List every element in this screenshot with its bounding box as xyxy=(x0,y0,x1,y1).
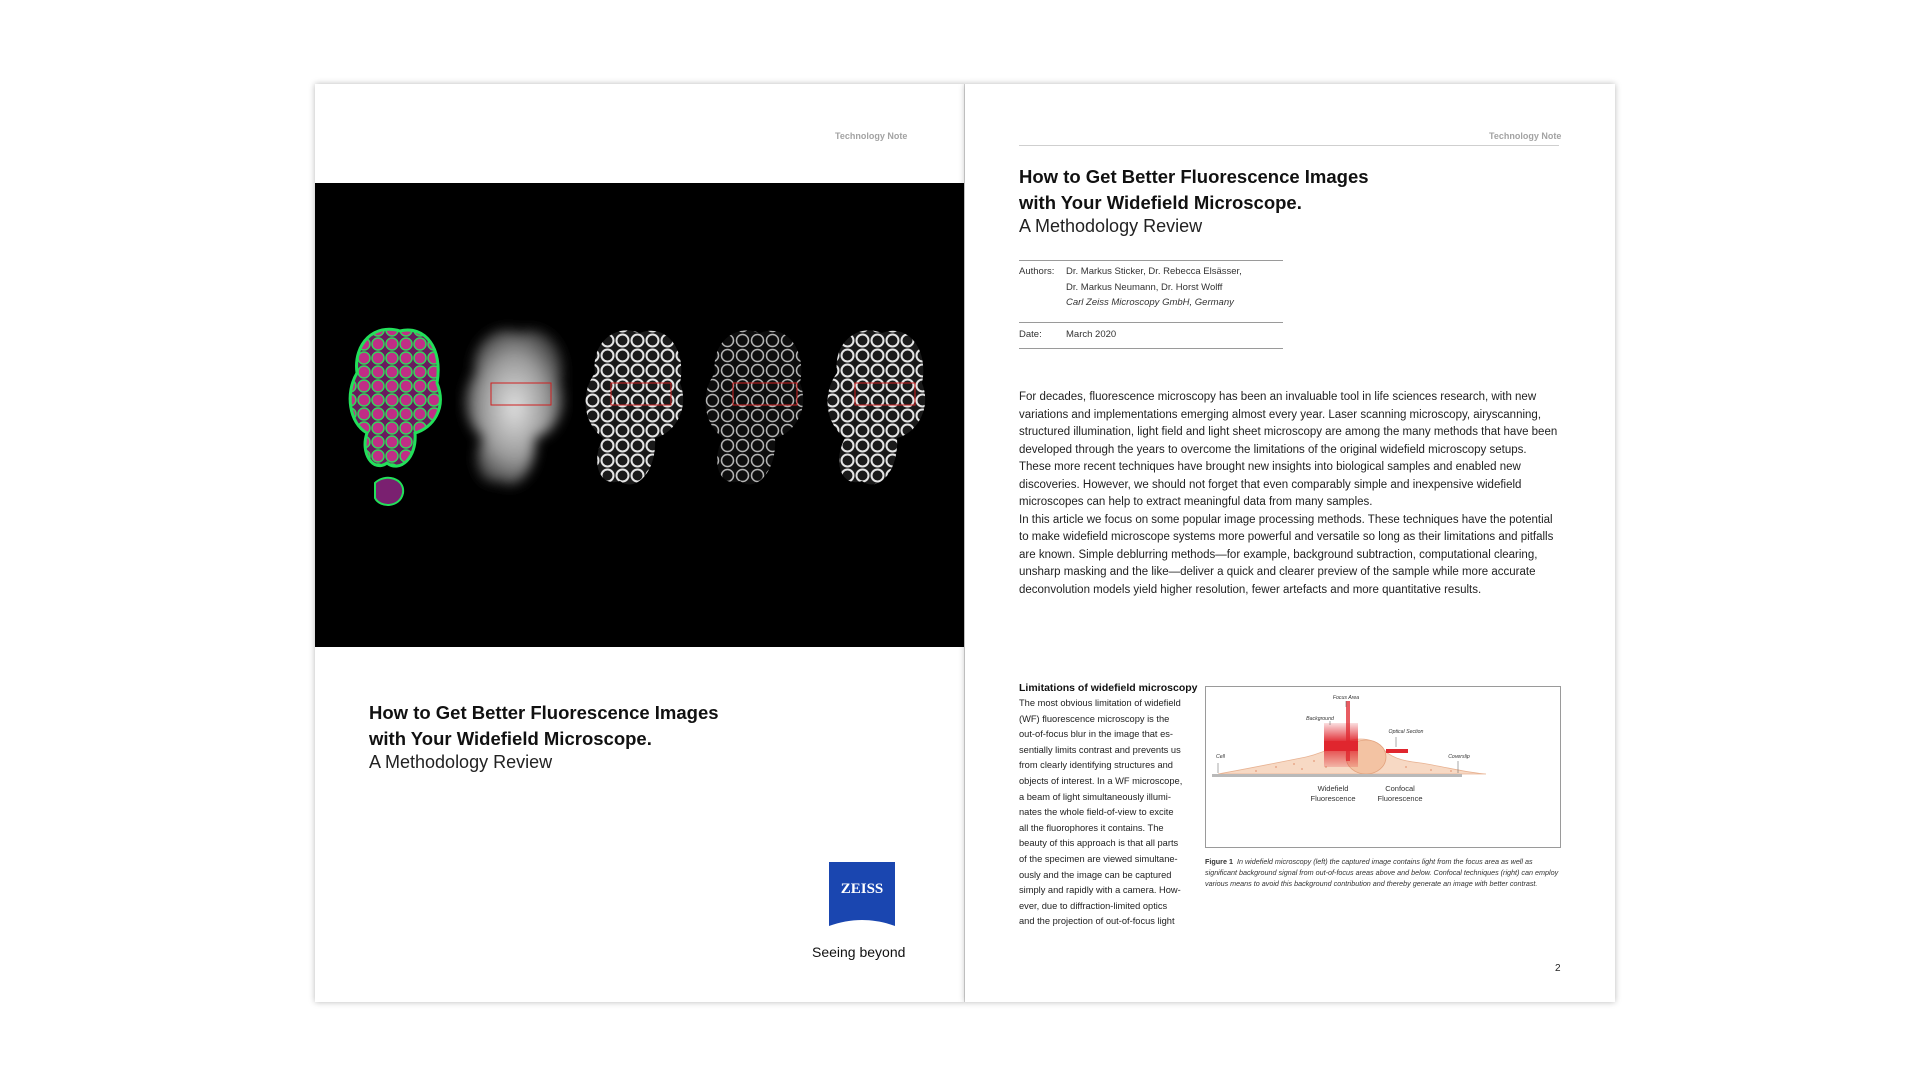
zeiss-logo-text: ZEISS xyxy=(840,881,884,897)
intro-paragraph-2: These more recent techniques have brought new insights into biological samples and enabled new discoveries. However, we should not forget that even comparably simple and inexpensive widefield microscopes can help to extract meaningful data from many samples. xyxy=(1019,461,1522,508)
section-line: all the fluorophores it contains. The xyxy=(1019,822,1164,833)
section-line: (WF) fluorescence microscopy is the xyxy=(1019,713,1170,724)
right-header-technology-note: Technology Note xyxy=(1489,131,1562,141)
cover-title-line-2: with Your Widefield Microscope. xyxy=(369,728,652,749)
article-title xyxy=(1019,164,1369,216)
section-line: out-of-focus blur in the image that es- xyxy=(1019,729,1173,740)
section-line: The most obvious limitation of widefield xyxy=(1019,698,1181,708)
section-line: nates the whole field-of-view to excite xyxy=(1019,807,1174,818)
section-line: and the projection of out-of-focus light xyxy=(1019,916,1175,927)
page-number: 2 xyxy=(1555,963,1561,974)
label-background: Background xyxy=(1306,716,1334,722)
caption-label: Figure 1 xyxy=(1205,857,1233,866)
widefield-focus-core xyxy=(1324,741,1358,751)
label-coverslip: Coverslip xyxy=(1448,754,1470,760)
label-optical-section: Optical Section xyxy=(1388,729,1424,735)
article-title-line-2: with Your Widefield Microscope. xyxy=(1019,192,1302,213)
section-title: Limitations of widefield microscopy xyxy=(1019,682,1198,694)
confocal-optical-section xyxy=(1386,749,1408,753)
cover-microscopy-image xyxy=(315,183,965,647)
section-line: ever, due to diffraction-limited optics xyxy=(1019,900,1168,911)
section-line: of the specimen are viewed simultane- xyxy=(1019,853,1178,864)
cluster-deblurred-1 xyxy=(586,330,684,484)
section-line: simply and rapidly with a camera. How- xyxy=(1019,885,1181,896)
meta-rule-middle xyxy=(1019,322,1283,323)
article-subtitle: A Methodology Review xyxy=(1019,216,1203,236)
section-body xyxy=(1019,696,1191,930)
intro-paragraph-3: In this article we focus on some popular image processing methods. These techniques have the potential to make widefield microscope systems more powerful and versatile so long as their limitations and pitfalls are known. Simple deblurring methods—for example, background subtraction, computational clearing, unsharp masking and the like—deliver a quick and clearer preview of the sample while more accurate deconvolution models yield higher resolution, fewer artefacts and more quantitative results. xyxy=(1019,513,1554,596)
label-confocal-2: Fluorescence xyxy=(1377,794,1423,803)
cluster-deblurred-2 xyxy=(706,330,804,484)
coverslip xyxy=(1212,774,1462,777)
cover-title-line-1: How to Get Better Fluorescence Images xyxy=(369,702,719,723)
intro-text xyxy=(1019,389,1559,599)
header-rule xyxy=(1019,145,1559,146)
section-line: objects of interest. In a WF microscope, xyxy=(1019,775,1183,786)
label-widefield-1: Widefield xyxy=(1317,784,1349,793)
authors-line-1: Dr. Markus Sticker, Dr. Rebecca Elsässer, xyxy=(1066,266,1242,277)
meta-rule-bottom xyxy=(1019,348,1283,349)
authors-label: Authors: xyxy=(1019,266,1055,277)
date-value: March 2020 xyxy=(1066,329,1117,340)
label-widefield-2: Fluorescence xyxy=(1310,794,1356,803)
label-focus-area: Focus Area xyxy=(1332,695,1360,701)
right-page xyxy=(965,84,1615,1002)
date-label: Date: xyxy=(1019,329,1042,340)
left-header-technology-note: Technology Note xyxy=(835,131,908,141)
section-line: from clearly identifying structures and xyxy=(1019,760,1173,771)
authors-block xyxy=(1066,264,1242,311)
left-page xyxy=(315,84,965,1002)
section-line: ously and the image can be captured xyxy=(1019,869,1172,880)
article-title-line-1: How to Get Better Fluorescence Images xyxy=(1019,166,1369,187)
cluster-widefield xyxy=(466,330,564,484)
zeiss-logo xyxy=(829,862,895,926)
cluster-deconvolved xyxy=(828,330,926,484)
figure-caption xyxy=(1205,856,1559,890)
intro-paragraph-1: For decades, fluorescence microscopy has been an invaluable tool in life sciences research, with new variations and implementations emerging almost every year. Laser scanning microscopy, airyscanning, structured illumination, light field and light sheet microscopy are among the many methods that have been developed through the years to overcome the limitations of the original widefield microscopy setups. xyxy=(1019,391,1558,456)
section-line: a beam of light simultaneously illumi- xyxy=(1019,791,1171,802)
authors-line-2: Dr. Markus Neumann, Dr. Horst Wolff xyxy=(1066,281,1223,293)
figure-1-diagram xyxy=(1205,686,1561,848)
label-confocal-1: Confocal xyxy=(1385,784,1415,793)
cover-subtitle: A Methodology Review xyxy=(369,752,553,772)
caption-text: In widefield microscopy (left) the captured image contains light from the focus area as well as significant background signal from out-of-focus areas above and below. Confocal techniques (right) can employ various means to avoid this background contribution and thereby generate an image with better contrast. xyxy=(1205,857,1559,889)
affiliation: Carl Zeiss Microscopy GmbH, Germany xyxy=(1066,297,1234,308)
section-line: sentially limits contrast and prevents us xyxy=(1019,744,1181,755)
cluster-color xyxy=(350,329,440,505)
label-cell: Cell xyxy=(1216,754,1225,760)
meta-rule-top xyxy=(1019,260,1283,261)
section-line: beauty of this approach is that all parts xyxy=(1019,838,1179,849)
zeiss-tagline: Seeing beyond xyxy=(812,944,906,960)
cover-title xyxy=(369,700,719,752)
